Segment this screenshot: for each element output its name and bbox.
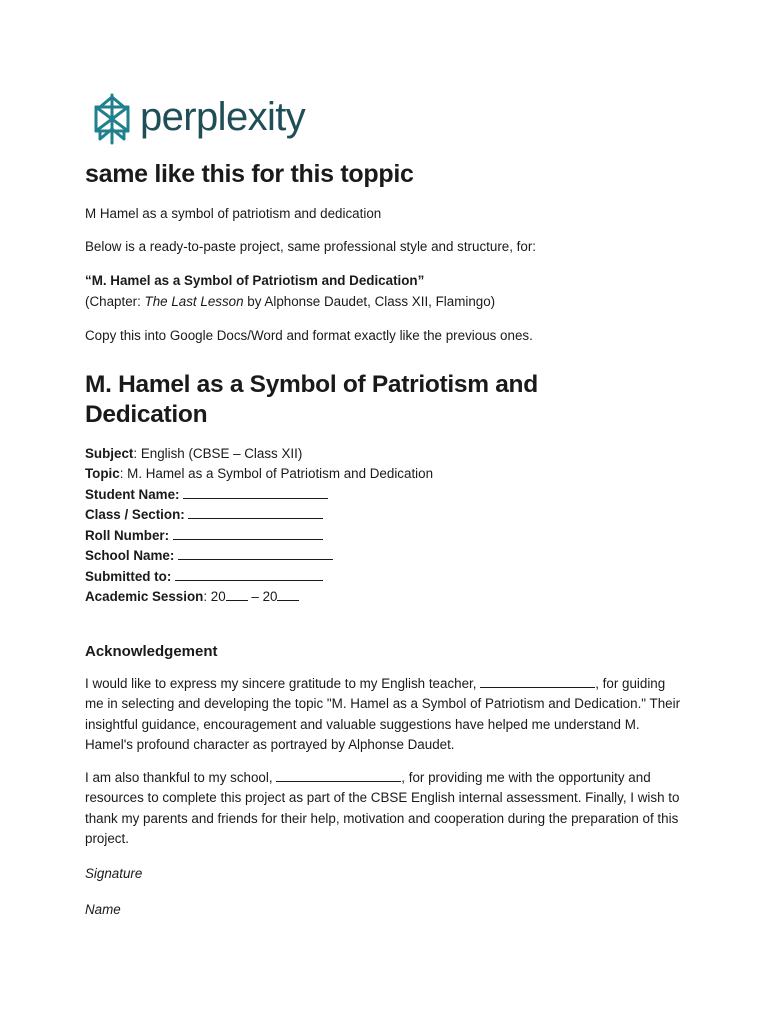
- meta-topic: Topic: M. Hamel as a Symbol of Patriotism and Dedication: [85, 466, 434, 481]
- meta-student-name: Student Name:: [85, 485, 328, 506]
- roll-number-blank[interactable]: [173, 526, 323, 540]
- query-title: same like this for this toppic: [85, 160, 414, 188]
- signature-label: Signature: [85, 866, 143, 881]
- chapter-suffix: by Alphonse Daudet, Class XII, Flamingo): [243, 294, 496, 309]
- school-name-blank[interactable]: [178, 546, 333, 560]
- session-end-blank[interactable]: [277, 587, 299, 601]
- chapter-title: The Last Lesson: [144, 294, 244, 309]
- meta-submitted-to: Submitted to:: [85, 567, 323, 588]
- brand-logo: [92, 93, 305, 145]
- name-label: Name: [85, 902, 121, 917]
- document-title: M. Hamel as a Symbol of Patriotism and Dedication: [85, 371, 538, 428]
- copy-note: Copy this into Google Docs/Word and format exactly like the previous ones.: [85, 328, 533, 343]
- meta-class-section: Class / Section:: [85, 505, 323, 526]
- chapter-prefix: (Chapter:: [85, 294, 145, 309]
- class-section-blank[interactable]: [188, 505, 323, 519]
- intro-text: Below is a ready-to-paste project, same professional style and structure, for:: [85, 239, 537, 254]
- acknowledgement-paragraph-1: I would like to express my sincere gratitude to my English teacher, , for guiding me in selecting and developing the topic "M. Hamel as a Symbol of Patriotism and Dedication." Their insightful guidance, encouragement and valuable suggestions have helped me understand M. Hamel's profound character as portrayed by Alphonse Daudet.: [85, 676, 681, 753]
- meta-roll-number: Roll Number:: [85, 526, 323, 547]
- acknowledgement-heading: Acknowledgement: [85, 643, 218, 660]
- teacher-name-blank[interactable]: [480, 674, 595, 688]
- student-name-blank[interactable]: [183, 485, 328, 499]
- submitted-to-blank[interactable]: [175, 567, 323, 581]
- project-heading: “M. Hamel as a Symbol of Patriotism and Dedication”: [85, 273, 425, 288]
- perplexity-logo-icon: [92, 93, 132, 145]
- meta-academic-session: Academic Session: 20 – 20: [85, 587, 299, 608]
- acknowledgement-paragraph-2: I am also thankful to my school, , for providing me with the opportunity and resources to complete this project as part of the CBSE English internal assessment. Finally, I wish to thank my parents and friends for their help, motivation and cooperation during the preparation of this project.: [85, 770, 680, 847]
- session-start-blank[interactable]: [226, 587, 248, 601]
- meta-subject: Subject: English (CBSE – Class XII): [85, 446, 303, 461]
- query-subtitle: M Hamel as a symbol of patriotism and dedication: [85, 206, 382, 221]
- meta-school-name: School Name:: [85, 546, 333, 567]
- brand-wordmark: perplexity: [140, 95, 306, 139]
- school-blank[interactable]: [276, 768, 401, 782]
- chapter-line: [85, 292, 495, 312]
